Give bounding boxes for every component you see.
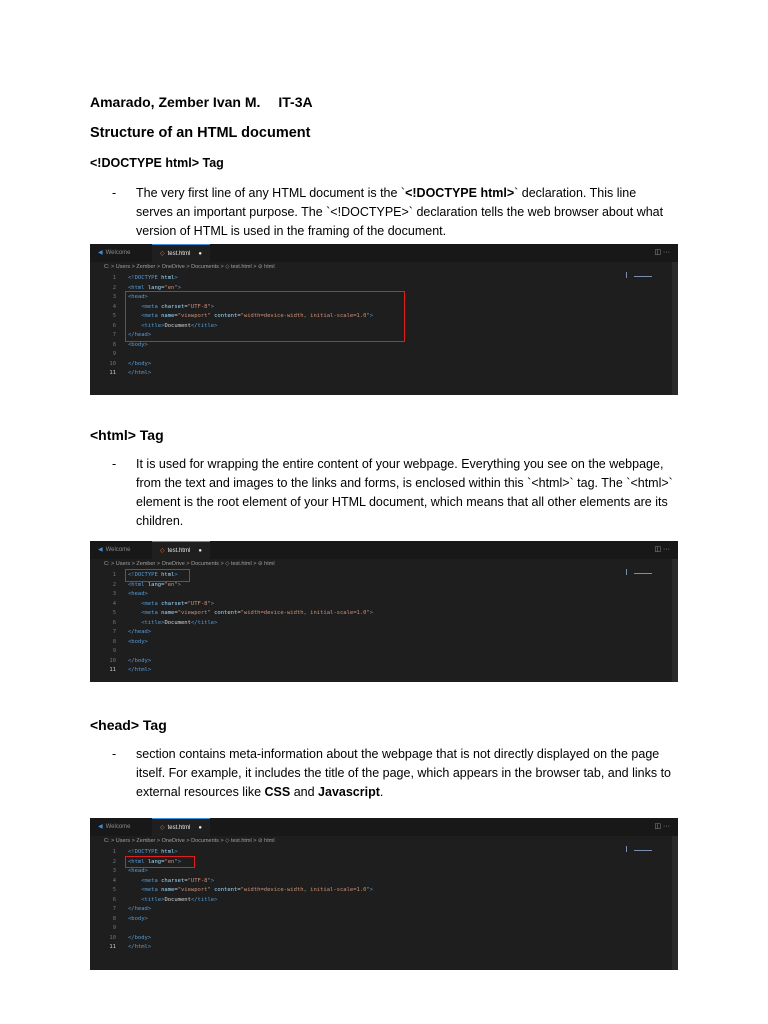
code-text: <html lang="en"> [128, 858, 181, 865]
code-line[interactable] [90, 915, 630, 924]
bullet-marker: - [112, 747, 117, 761]
vscode-icon: ◀ [98, 547, 103, 553]
code-text: <meta charset="UTF-8"> [141, 600, 215, 607]
code-line[interactable] [90, 638, 630, 647]
line-number: 1 [112, 572, 116, 578]
code-text: <meta name="viewport" content="width=device-width, initial-scale=1.0"> [141, 887, 374, 893]
tab-test-html[interactable] [152, 244, 210, 263]
code-line[interactable] [90, 647, 630, 656]
line-number: 7 [112, 629, 116, 635]
line-number: 4 [112, 303, 116, 310]
line-number: 1 [112, 849, 116, 855]
code-text: </head> [128, 332, 152, 338]
line-number: 11 [109, 944, 116, 950]
code-line[interactable] [90, 628, 630, 637]
line-number: 1 [112, 275, 116, 281]
unsaved-dot-icon: ● [198, 548, 202, 554]
line-number: 4 [112, 600, 116, 607]
code-text: <meta name="viewport" content="width=device-width, initial-scale=1.0"> [141, 610, 374, 616]
code-text: </body> [128, 934, 152, 941]
code-line[interactable] [90, 590, 630, 599]
scrollbar[interactable] [672, 559, 678, 682]
line-number: 2 [112, 284, 116, 291]
code-line[interactable] [90, 924, 630, 933]
code-text: <head> [128, 591, 148, 597]
split-editor-icon[interactable]: ◫ ··· [654, 546, 670, 553]
code-text: <html lang="en"> [128, 581, 181, 588]
line-number: 11 [109, 370, 116, 376]
code-line[interactable] [90, 943, 630, 952]
line-number: 4 [112, 877, 116, 884]
code-text: <html lang="en"> [128, 284, 181, 291]
line-number: 8 [112, 341, 116, 348]
editor-screenshot [90, 541, 678, 682]
code-line[interactable] [90, 609, 630, 618]
paragraph-head: section contains meta-information about the webpage that is not directly displayed on the page itself. For example, it includes the title of the page, which appears in the browser tab, and links to external resources like CSS and Javascript. [136, 747, 672, 799]
line-number: 6 [112, 322, 116, 329]
breadcrumb[interactable]: C: > Users > Zember > OneDrive > Documents > ◇ test.html > ⊘ html [104, 264, 275, 270]
author-line [90, 94, 313, 110]
line-number: 5 [112, 887, 116, 893]
code-line[interactable] [90, 934, 630, 943]
code-text: <head> [128, 868, 148, 874]
html-file-icon: ◇ [160, 825, 165, 831]
code-line[interactable] [90, 619, 630, 628]
code-line[interactable] [90, 886, 630, 895]
code-line[interactable] [90, 896, 630, 905]
code-text: <body> [128, 915, 148, 922]
line-number: 3 [112, 868, 116, 874]
section-heading-doctype: <!DOCTYPE html> Tag [90, 156, 224, 170]
editor-tab-bar [90, 818, 678, 836]
code-text: <meta charset="UTF-8"> [141, 303, 215, 310]
document-title: Structure of an HTML document [90, 125, 311, 141]
tab-label: Welcome [105, 547, 131, 553]
editor-screenshot [90, 244, 678, 395]
bold-term: Javascript [318, 785, 380, 799]
code-line[interactable] [90, 360, 630, 369]
bold-term: <!DOCTYPE html> [405, 186, 515, 200]
line-number: 10 [109, 934, 116, 941]
line-number: 9 [112, 925, 116, 931]
line-number: 2 [112, 858, 116, 865]
code-text: <!DOCTYPE html> [128, 572, 178, 578]
line-number: 7 [112, 906, 116, 912]
code-line[interactable] [90, 666, 630, 675]
code-line[interactable] [90, 877, 630, 886]
code-text: <!DOCTYPE html> [128, 275, 178, 281]
code-text: </body> [128, 360, 152, 367]
line-number: 9 [112, 648, 116, 654]
code-line[interactable] [90, 274, 630, 283]
unsaved-dot-icon: ● [198, 825, 202, 831]
line-number: 3 [112, 294, 116, 300]
code-text: <title>Document</title> [141, 896, 218, 903]
code-text: <!DOCTYPE html> [128, 849, 178, 855]
html-file-icon: ◇ [160, 251, 165, 257]
code-line[interactable] [90, 350, 630, 359]
code-text: </head> [128, 906, 152, 912]
line-number: 5 [112, 313, 116, 319]
bullet-marker: - [112, 457, 117, 471]
code-line[interactable] [90, 581, 630, 590]
tab-welcome[interactable] [98, 818, 131, 836]
code-text: <head> [128, 294, 148, 300]
minimap-mark [634, 276, 652, 277]
breadcrumb[interactable]: C: > Users > Zember > OneDrive > Documents > ◇ test.html > ⊘ html [104, 561, 275, 567]
code-text: <title>Document</title> [141, 619, 218, 626]
highlight-box [125, 569, 190, 582]
code-text: <body> [128, 638, 148, 645]
line-number: 11 [109, 667, 116, 673]
tab-welcome[interactable] [98, 244, 131, 262]
line-number: 6 [112, 619, 116, 626]
line-number: 6 [112, 896, 116, 903]
line-number: 5 [112, 610, 116, 616]
code-line[interactable] [90, 657, 630, 666]
code-line[interactable] [90, 867, 630, 876]
code-line[interactable] [90, 341, 630, 350]
split-editor-icon[interactable]: ◫ ··· [654, 823, 670, 830]
scrollbar[interactable] [672, 836, 678, 970]
code-line[interactable] [90, 600, 630, 609]
line-number: 2 [112, 581, 116, 588]
unsaved-dot-icon: ● [198, 251, 202, 257]
code-line[interactable] [90, 905, 630, 914]
html-file-icon: ◇ [160, 548, 165, 554]
paragraph-html: It is used for wrapping the entire content of your webpage. Everything you see on the webpage, from the text and images to the links and forms, is enclosed within this `<html>` tag. The `<html>` element is the root element of your HTML document, which means that all other elements are its children. [136, 457, 673, 528]
code-text: </html> [128, 667, 152, 673]
split-editor-icon[interactable]: ◫ ··· [654, 249, 670, 256]
highlight-box [125, 856, 195, 869]
line-number: 9 [112, 351, 116, 357]
paragraph-doctype: The very first line of any HTML document is the `<!DOCTYPE html>` declaration. This line serves an important purpose. The `<!DOCTYPE>` declaration tells the web browser about what version of HTML is used in the framing of the document. [136, 186, 664, 238]
class-section: IT-3A [278, 94, 313, 110]
bold-term: CSS [264, 785, 291, 799]
tab-label: Welcome [105, 824, 131, 830]
line-number: 7 [112, 332, 116, 338]
tab-label: test.html [167, 548, 191, 554]
vscode-icon: ◀ [98, 824, 103, 830]
line-number: 8 [112, 638, 116, 645]
line-number: 10 [109, 657, 116, 664]
code-text: <meta name="viewport" content="width=device-width, initial-scale=1.0"> [141, 313, 374, 319]
highlight-box [125, 291, 405, 342]
minimap-mark [634, 850, 652, 851]
breadcrumb[interactable]: C: > Users > Zember > OneDrive > Documents > ◇ test.html > ⊘ html [104, 838, 275, 844]
section-heading-html: <html> Tag [90, 427, 164, 443]
line-number: 3 [112, 591, 116, 597]
tab-welcome[interactable] [98, 541, 131, 559]
code-text: </body> [128, 657, 152, 664]
tab-test-html[interactable] [152, 818, 210, 837]
editor-tab-bar [90, 244, 678, 262]
tab-test-html[interactable] [152, 541, 210, 560]
code-text: </head> [128, 629, 152, 635]
line-number: 10 [109, 360, 116, 367]
code-text: <meta charset="UTF-8"> [141, 877, 215, 884]
minimap-mark [634, 573, 652, 574]
scrollbar[interactable] [672, 262, 678, 395]
code-line[interactable] [90, 369, 630, 378]
vscode-icon: ◀ [98, 250, 103, 256]
author-name: Amarado, Zember Ivan M. [90, 94, 261, 110]
code-text: </html> [128, 370, 152, 376]
line-number: 8 [112, 915, 116, 922]
editor-screenshot [90, 818, 678, 970]
code-text: <body> [128, 341, 148, 348]
tab-label: test.html [167, 825, 191, 831]
code-text: <title>Document</title> [141, 322, 218, 329]
code-text: </html> [128, 944, 152, 950]
tab-label: test.html [167, 251, 191, 257]
tab-label: Welcome [105, 250, 131, 256]
editor-tab-bar [90, 541, 678, 559]
bullet-marker: - [112, 186, 117, 200]
section-heading-head: <head> Tag [90, 717, 167, 733]
